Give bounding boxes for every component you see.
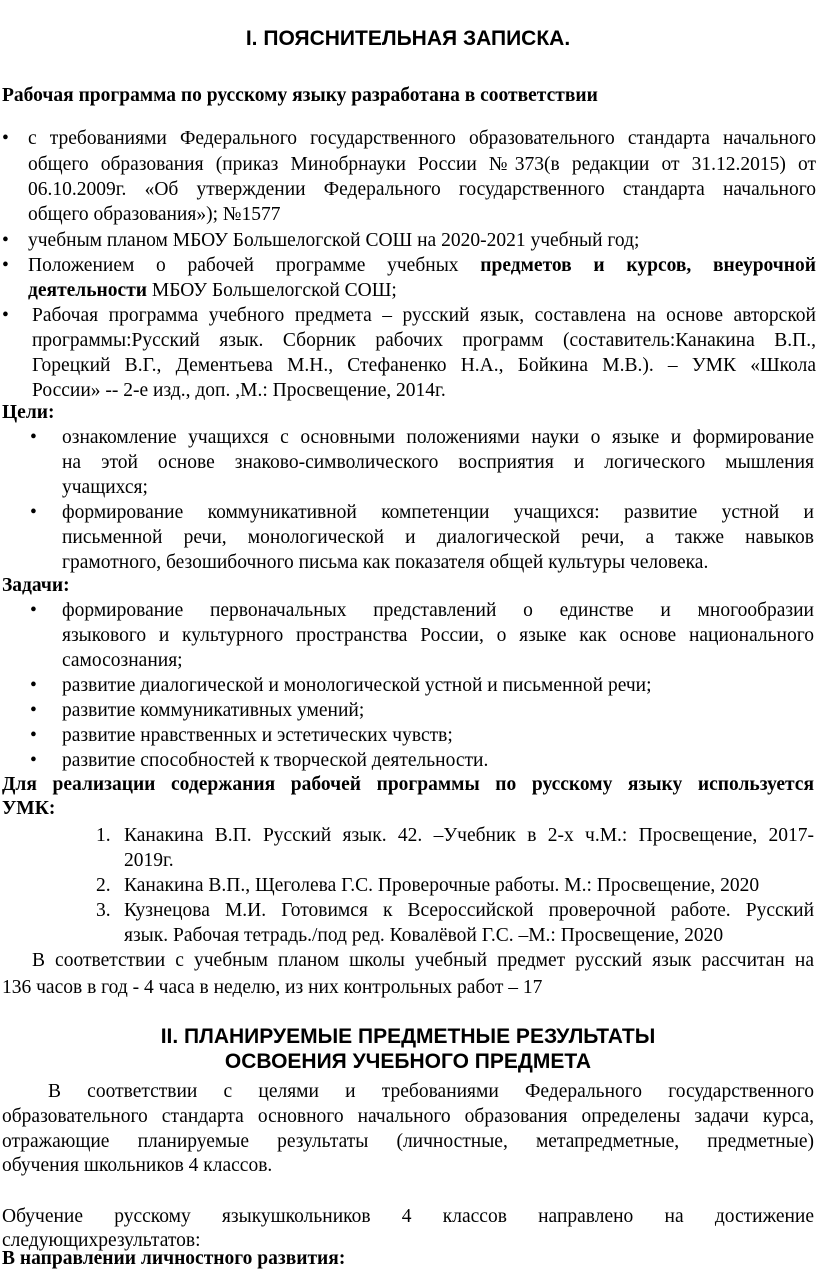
list-line: самосознания; (62, 650, 183, 671)
list-line: учебным планом МБОУ Большелогской СОШ на 2020-2021 учебный год; (28, 230, 640, 251)
paragraph-line: Обучение русскому языкушкольников 4 классов направлено на достижение (2, 1206, 814, 1227)
bullet-icon: • (2, 128, 9, 149)
list-line: Кузнецова М.И. Готовимся к Всероссийской проверочной работе. Русский (124, 900, 814, 921)
list-line: ознакомление учащихся с основными положениями науки о языке и формирование (62, 427, 814, 448)
section-1-title: I. ПОЯСНИТЕЛЬНАЯ ЗАПИСКА. (245, 27, 571, 50)
list-line: язык. Рабочая тетрадь./под ред. Ковалёвой Г.С. –М.: Просвещение, 2020 (124, 925, 724, 946)
list-line: России» -- 2-е изд., доп. ,М.: Просвещение, 2014г. (32, 380, 446, 401)
personal-heading: В направлении личностного развития: (2, 1248, 346, 1269)
bullet-icon: • (30, 427, 37, 448)
bullet-icon: • (2, 255, 9, 276)
list-line: общего образования»); №1577 (28, 204, 281, 225)
list-line: Канакина В.П., Щеголева Г.С. Проверочные работы. М.: Просвещение, 2020 (124, 875, 760, 896)
list-line: развитие нравственных и эстетических чувств; (62, 725, 453, 746)
hours-line: В соответствии с учебным планом школы учебный предмет русский язык рассчитан на (32, 950, 814, 971)
bold-text: деятельности (28, 280, 148, 301)
list-line: письменной речи, монологической и диалогической речи, а также навыков (62, 527, 814, 548)
bullet-icon: • (30, 700, 37, 721)
paragraph-line: образовательного стандарта основного начального образования определены задачи курса, (2, 1106, 814, 1127)
paragraph-line: обучения школьников 4 классов. (2, 1155, 273, 1176)
normal-text: Положением о рабочей программе учебных (28, 255, 481, 276)
bullet-icon: • (2, 230, 9, 251)
list-line: Рабочая программа учебного предмета – русский язык, составлена на основе авторской (32, 305, 816, 326)
tasks-label: Задачи: (2, 575, 70, 596)
list-line: с требованиями Федерального государственного образовательного стандарта начального (28, 128, 816, 149)
list-line: учащихся; (62, 477, 148, 498)
list-line (28, 253, 816, 279)
list-number: 2. (96, 875, 111, 896)
list-line: развитие диалогической и монологической устной и письменной речи; (62, 675, 652, 696)
umk-heading: Для реализации содержания рабочей программы по русскому языку используется (2, 774, 814, 795)
list-line: развитие коммуникативных умений; (62, 700, 365, 721)
list-line: Канакина В.П. Русский язык. 42. –Учебник в 2-х ч.М.: Просвещение, 2017- (124, 825, 814, 846)
list-number: 1. (96, 825, 111, 846)
intro-line: Рабочая программа по русскому языку разработана в соответствии (2, 85, 598, 106)
list-line: Горецкий В.Г., Дементьева М.Н., Стефаненко Н.А., Бойкина М.В.). – УМК «Школа (32, 355, 816, 376)
list-line (28, 278, 397, 304)
bullet-icon: • (30, 750, 37, 771)
bullet-icon: • (30, 725, 37, 746)
list-line: 06.10.2009г. «Об утверждении Федерального государственного стандарта начального (28, 179, 816, 200)
bullet-icon: • (2, 305, 9, 326)
paragraph-line: отражающие планируемые результаты (личностные, метапредметные, предметные) (2, 1131, 814, 1152)
list-line: формирование коммуникативной компетенции учащихся: развитие устной и (62, 502, 814, 523)
list-line: языкового и культурного пространства России, о языке как основе национального (62, 625, 814, 646)
list-line: программы:Русский язык. Сборник рабочих программ (составитель:Канакина В.П., (32, 330, 816, 351)
paragraph-line: В соответствии с целями и требованиями Федерального государственного (48, 1081, 814, 1102)
list-line: формирование первоначальных представлений о единстве и многообразии (62, 600, 814, 621)
normal-text: МБОУ Большелогской СОШ; (147, 280, 397, 301)
bold-text: предметов и курсов, внеурочной (480, 255, 816, 276)
list-line: грамотного, безошибочного письма как показателя общей культуры человека. (62, 552, 709, 573)
hours-line: 136 часов в год - 4 часа в неделю, из них контрольных работ – 17 (2, 977, 543, 998)
list-line: на этой основе знаково-символического восприятия и логического мышления (62, 452, 814, 473)
umk-heading: УМК: (2, 798, 56, 819)
bullet-icon: • (30, 600, 37, 621)
goals-label: Цели: (2, 402, 55, 423)
list-line: общего образования (приказ Минобрнауки России №373(в редакции от 31.12.2015) от (28, 154, 816, 175)
section-2-title: ОСВОЕНИЯ УЧЕБНОГО ПРЕДМЕТА (224, 1050, 592, 1073)
list-line: развитие способностей к творческой деятельности. (62, 750, 489, 771)
bullet-icon: • (30, 502, 37, 523)
bullet-icon: • (30, 675, 37, 696)
list-number: 3. (96, 900, 111, 921)
list-line: 2019г. (124, 850, 174, 871)
section-2-title: II. ПЛАНИРУЕМЫЕ ПРЕДМЕТНЫЕ РЕЗУЛЬТАТЫ (160, 1025, 656, 1048)
paragraph-line: следующихрезультатов: (2, 1230, 201, 1251)
